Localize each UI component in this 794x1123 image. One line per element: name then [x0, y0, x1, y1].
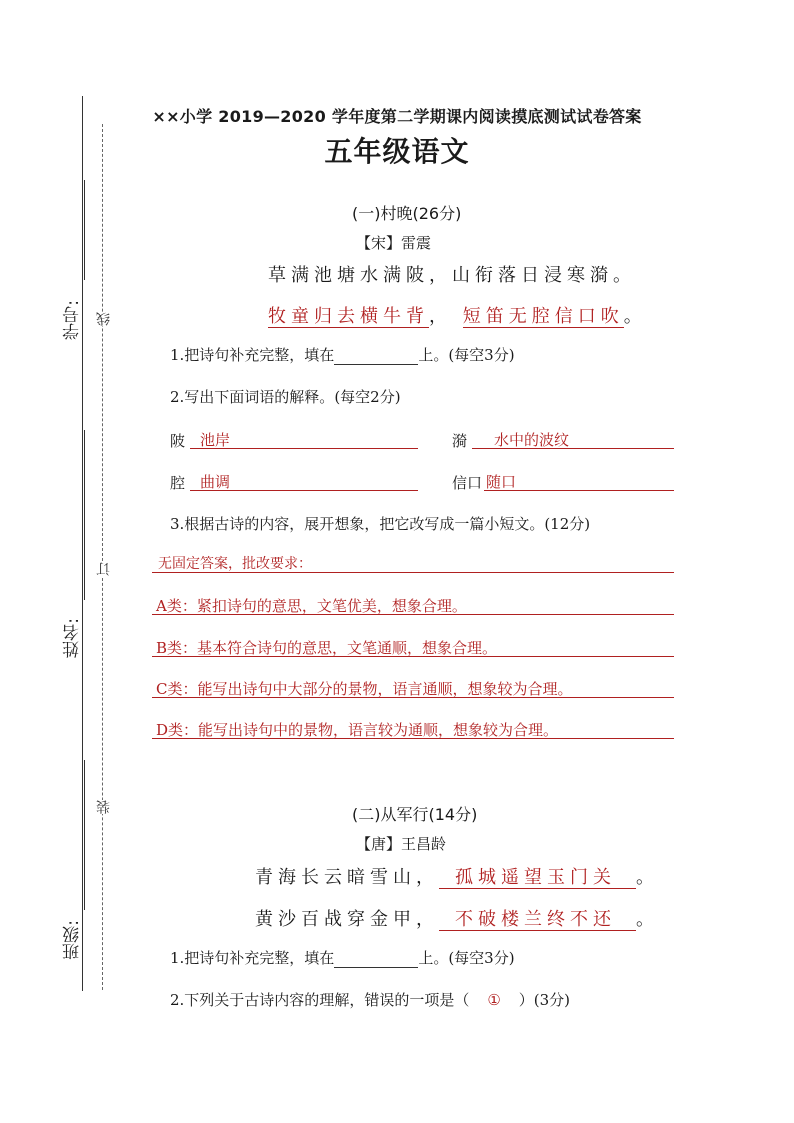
word-term-1: 陂 [170, 432, 186, 450]
poem2-line2-prefix: 黄沙百战穿金甲， [255, 909, 439, 930]
exam-title: ××小学 2019—2020 学年度第二学期课内阅读摸底测试试卷答案 [152, 107, 642, 126]
word-term-3: 腔 [170, 474, 186, 492]
section2-poem-line1 [255, 863, 659, 889]
period: 。 [636, 909, 659, 930]
section1-q1 [170, 344, 515, 365]
answer-poem-line2a: 牧童归去横牛背 [268, 306, 429, 327]
section2-q1 [170, 947, 515, 968]
order-marker: 订 [96, 562, 112, 576]
q1-prefix: 1.把诗句补充完整，填在 [170, 346, 335, 364]
q1-blank [334, 346, 418, 365]
section1-poem-line2 [268, 302, 647, 328]
poem2-line1-prefix: 青海长云暗雪山， [255, 867, 439, 888]
answer-poem2-line1: 孤城遥望玉门关 [439, 867, 636, 889]
word-meaning-4: 随口 [486, 473, 517, 491]
section1-q2: 2.写出下面词语的解释。(每空2分) [170, 388, 401, 406]
section2-author: 【唐】王昌龄 [356, 835, 447, 853]
word-meaning-2: 水中的波纹 [494, 431, 570, 449]
word-meaning-1: 池岸 [200, 431, 231, 449]
s2-q2-suffix: ）(3分) [518, 991, 571, 1009]
q3-answer-intro: 无固定答案，批改要求： [158, 556, 312, 572]
s2-q2-answer: ① [487, 991, 501, 1009]
answer-poem-line2b: 短笛无腔信口吹 [462, 306, 624, 327]
subject-title: 五年级语文 [324, 135, 470, 168]
word-term-4: 信口 [452, 474, 483, 492]
comma: ， [429, 306, 452, 327]
section1-poem-line1: 草满池塘水满陂，山衔落日浸寒漪。 [268, 265, 636, 286]
name-blank[interactable] [84, 430, 85, 600]
s2-q2-prefix: 2.下列关于古诗内容的理解，错误的一项是（ [170, 991, 470, 1009]
q3-answer-b: B类：基本符合诗句的意思，文笔通顺，想象合理。 [156, 639, 498, 657]
bind-marker: 装 [96, 800, 112, 814]
section2-poem-line2 [255, 905, 659, 931]
student-id-blank[interactable] [84, 180, 85, 280]
q1-suffix: 上。(每空3分) [418, 346, 515, 364]
period: 。 [623, 306, 647, 327]
section1-author: 【宋】雷震 [356, 234, 432, 252]
binding-dashed-line [102, 124, 103, 990]
s2-q1-prefix: 1.把诗句补充完整，填在 [170, 949, 335, 967]
binding-solid-line [82, 96, 83, 991]
s2-q1-suffix: 上。(每空3分) [418, 949, 515, 967]
line-marker: 线 [96, 312, 112, 326]
section2-q2 [170, 989, 570, 1010]
q3-answer-d: D类：能写出诗句中的景物，语言较为通顺，想象较为合理。 [156, 721, 559, 739]
class-blank[interactable] [84, 760, 85, 910]
name-label: 姓名: [63, 618, 83, 658]
word-meaning-3: 曲调 [200, 473, 231, 491]
section2-heading: (二)从军行(14分) [352, 805, 478, 824]
section1-heading: (一)村晚(26分) [352, 204, 462, 223]
answer-poem2-line2: 不破楼兰终不还 [439, 909, 636, 931]
q3-answer-c: C类：能写出诗句中大部分的景物，语言通顺，想象较为合理。 [156, 680, 573, 698]
s2-q1-blank [334, 949, 418, 968]
q3-answer-a: A类：紧扣诗句的意思，文笔优美，想象合理。 [156, 597, 467, 615]
section1-q3: 3.根据古诗的内容，展开想象，把它改写成一篇小短文。(12分) [170, 515, 591, 533]
student-id-label: 学号: [63, 300, 83, 340]
period: 。 [636, 867, 659, 888]
class-label: 班级: [63, 920, 83, 960]
word-term-2: 漪 [452, 432, 468, 450]
